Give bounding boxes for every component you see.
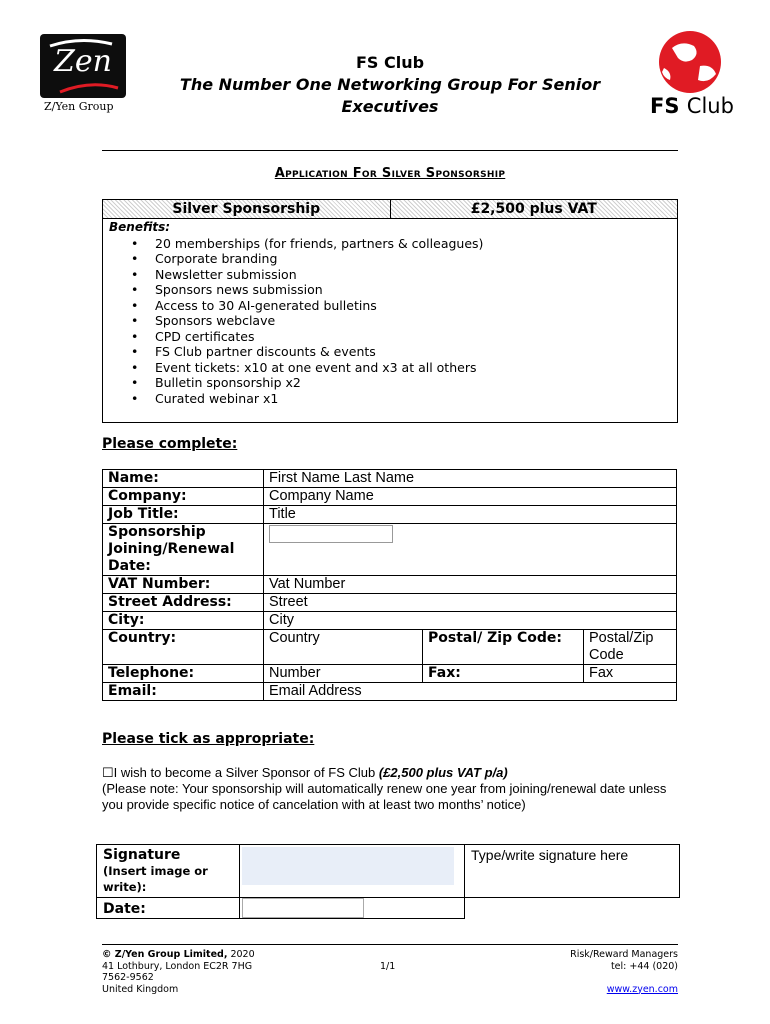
- sponsorship-price-note: (£2,500 plus VAT p/a): [378, 765, 508, 780]
- table-row: [103, 488, 677, 506]
- list-item: • CPD certificates: [155, 329, 671, 345]
- date-label: Date:: [103, 901, 146, 917]
- table-row: [103, 630, 677, 665]
- benefits-box: [102, 199, 678, 423]
- city-field[interactable]: City: [264, 612, 677, 630]
- benefits-label: Benefits:: [109, 220, 171, 234]
- please-tick-heading: Please tick as appropriate:: [102, 731, 315, 747]
- list-item: • Access to 30 AI-generated bulletins: [155, 298, 671, 314]
- signature-hint: Type/write signature here: [471, 847, 629, 863]
- footer-phone: tel: +44 (020): [610, 960, 678, 972]
- list-item: • FS Club partner discounts & events: [155, 344, 671, 360]
- website-link[interactable]: www.zyen.com: [606, 983, 678, 995]
- date-field[interactable]: [242, 898, 364, 918]
- table-row: [97, 845, 680, 898]
- signature-table: [96, 844, 680, 919]
- signature-input-cell: [240, 845, 465, 898]
- footer-addr-2: 7562-9562: [102, 972, 154, 983]
- sponsorship-tier: Silver Sponsorship: [103, 200, 391, 218]
- please-complete-heading: Please complete:: [102, 436, 238, 452]
- city-label: City:: [103, 612, 264, 630]
- list-item: • Corporate branding: [155, 251, 671, 267]
- list-item: • 20 memberships (for friends, partners & colleagues): [155, 236, 671, 252]
- sponsorship-date-cell: [264, 524, 677, 576]
- company-field[interactable]: Company Name: [264, 488, 677, 506]
- zyen-logo: [40, 34, 128, 118]
- application-form: [102, 469, 677, 701]
- job-title-field[interactable]: Title: [264, 506, 677, 524]
- signature-label: Signature: [103, 847, 181, 863]
- application-title: [102, 166, 678, 181]
- fs-logo-fs: FS: [650, 94, 680, 118]
- company-label: Company:: [103, 488, 264, 506]
- footer-addr-3: United Kingdom: [102, 983, 179, 995]
- sponsorship-tick-block: [102, 765, 682, 813]
- table-row: [103, 612, 677, 630]
- signature-sublabel: (Insert image or write):: [103, 864, 208, 894]
- list-item: • Newsletter submission: [155, 267, 671, 283]
- sponsorship-date-field[interactable]: [269, 525, 393, 543]
- benefits-header: [103, 200, 677, 219]
- table-row: [103, 665, 677, 683]
- list-item: • Bulletin sponsorship x2: [155, 375, 671, 391]
- footer-addr-1: 41 Lothbury, London EC2R 7HG: [102, 960, 253, 972]
- footer-contact: [540, 949, 678, 995]
- table-row: [103, 576, 677, 594]
- footer-tagline: Risk/Reward Managers: [570, 949, 678, 960]
- document-header: [150, 52, 630, 118]
- page-number: 1/1: [380, 961, 396, 972]
- date-input-cell: [240, 898, 465, 919]
- list-item: • Sponsors webclave: [155, 313, 671, 329]
- list-item: • Curated webinar x1: [155, 391, 671, 407]
- footer-year: 2020: [227, 949, 255, 960]
- signature-label-cell: [97, 845, 240, 898]
- fs-club-logo: [642, 30, 742, 122]
- fax-field[interactable]: Fax: [584, 665, 677, 683]
- list-item: • Sponsors news submission: [155, 282, 671, 298]
- country-label: Country:: [103, 630, 264, 665]
- table-row: [103, 524, 677, 576]
- table-row: [103, 683, 677, 701]
- telephone-label: Telephone:: [103, 665, 264, 683]
- job-title-label: Job Title:: [103, 506, 264, 524]
- table-row: [103, 470, 677, 488]
- page-subtitle: [150, 74, 630, 118]
- benefits-body: [103, 219, 677, 422]
- list-item: • Event tickets: x10 at one event and x3 at all others: [155, 360, 671, 376]
- empty-cell: [465, 898, 680, 919]
- street-label: Street Address:: [103, 594, 264, 612]
- telephone-field[interactable]: Number: [264, 665, 423, 683]
- postal-field[interactable]: Postal/Zip Code: [584, 630, 677, 665]
- date-label-cell: [97, 898, 240, 919]
- footer-divider: [102, 944, 678, 945]
- globe-icon: [642, 30, 738, 96]
- name-field[interactable]: First Name Last Name: [264, 470, 677, 488]
- zyen-group-name: Z/Yen Group: [44, 100, 114, 113]
- sponsorship-checkbox-line: [102, 765, 682, 781]
- sponsorship-statement: I wish to become a Silver Sponsor of FS Club: [113, 765, 379, 780]
- zyen-logo-text: Zen: [54, 44, 112, 79]
- fs-logo-club: Club: [686, 94, 734, 118]
- page-title: FS Club: [355, 53, 425, 72]
- footer-company: © Z/Yen Group Limited,: [102, 949, 228, 960]
- vat-field[interactable]: Vat Number: [264, 576, 677, 594]
- zyen-logo-mark: [40, 34, 126, 98]
- benefit-list: [109, 236, 671, 407]
- email-label: Email:: [103, 683, 264, 701]
- name-label: Name:: [103, 470, 264, 488]
- signature-field[interactable]: [242, 847, 454, 885]
- footer-address: [102, 949, 255, 995]
- fax-label: Fax:: [423, 665, 584, 683]
- table-row: [103, 594, 677, 612]
- table-row: [97, 898, 680, 919]
- sponsorship-checkbox[interactable]: ☐: [102, 765, 114, 780]
- footer-company-line: [102, 949, 255, 961]
- subtitle-line-2: Executives: [341, 97, 439, 116]
- signature-hint-cell: [465, 845, 680, 898]
- vat-label: VAT Number:: [103, 576, 264, 594]
- email-field[interactable]: Email Address: [264, 683, 677, 701]
- subtitle-line-1: The Number One Networking Group For Senior: [179, 75, 601, 94]
- postal-label: Postal/ Zip Code:: [423, 630, 584, 665]
- sponsorship-date-label: Sponsorship Joining/Renewal Date:: [103, 524, 264, 576]
- table-row: [103, 506, 677, 524]
- country-field[interactable]: Country: [264, 630, 423, 665]
- street-field[interactable]: Street: [264, 594, 677, 612]
- application-title-text: Application For Silver Sponsorship: [274, 166, 506, 181]
- header-divider: [102, 150, 678, 151]
- renewal-note: (Please note: Your sponsorship will automatically renew one year from joining/renewal date unless you provide specific notice of cancelation with at least two months’ notice): [102, 781, 667, 812]
- sponsorship-price: £2,500 plus VAT: [470, 201, 597, 217]
- fs-club-logo-text: [650, 94, 734, 118]
